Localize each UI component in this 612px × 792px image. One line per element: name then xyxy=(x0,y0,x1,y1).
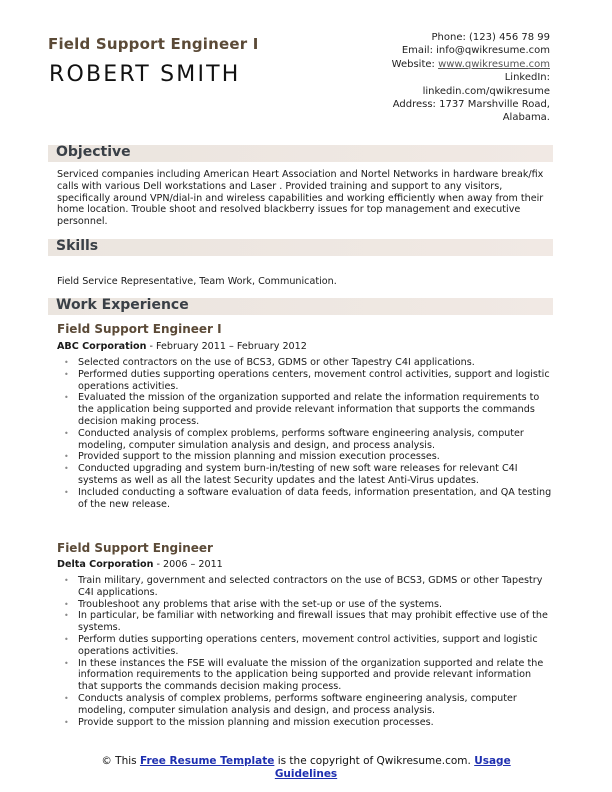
bullet-item: • Selected contractors on the use of BCS3, GDMS or other Tapestry C4I applications. xyxy=(64,357,552,369)
header-job-title: Field Support Engineer I xyxy=(48,35,259,53)
contact-website xyxy=(330,58,550,71)
bullet-item: • Provided support to the mission planning and mission execution processes. xyxy=(64,451,552,463)
company-name: ABC Corporation xyxy=(57,341,147,352)
objective-title: Objective xyxy=(56,144,131,160)
free-resume-template-link[interactable]: Free Resume Template xyxy=(139,755,275,767)
bullet-item: • Evaluated the mission of the organization supported and relate the information requirements to the application being supported and provide relevant information that supports the commands decision making process. xyxy=(64,392,552,427)
contact-email: Email: info@qwikresume.com xyxy=(401,45,550,57)
objective-section-header xyxy=(48,145,553,162)
website-link[interactable]: www.qwikresume.com xyxy=(438,58,550,70)
experience-title: Work Experience xyxy=(56,297,189,313)
company-name: Delta Corporation xyxy=(57,559,154,570)
job-bullets xyxy=(64,575,552,728)
linkedin-label: LinkedIn: xyxy=(504,72,550,84)
job-dates: - February 2011 – February 2012 xyxy=(146,341,307,352)
address-line-1: Address: 1737 Marshville Road, xyxy=(392,99,550,111)
contact-block xyxy=(330,31,550,125)
bullet-item: • Perform duties supporting operations centers, movement control activities, support and logistic operations activities. xyxy=(64,634,552,658)
address-line-2: Alabama. xyxy=(502,112,550,124)
skills-section-header xyxy=(48,239,553,256)
objective-text: Serviced companies including American Heart Association and Nortel Networks in hardware break/fix calls with various Dell workstations and Laser . Provided training and support to any visitors, specifically around VPN/dial-in and wireless capabilities and working efficiently when away from their home location. Trouble shoot and resolved blackberry issues for top management and executive personnel. xyxy=(57,169,544,228)
bullet-item: • Train military, government and selected contractors on the use of BCS3, GDMS or other Tapestry C4I applications. xyxy=(64,575,552,599)
footer-prefix: © This xyxy=(101,755,140,767)
linkedin-value: linkedin.com/qwikresume xyxy=(422,85,550,97)
bullet-item: • Provide support to the mission planning and mission execution processes. xyxy=(64,717,552,729)
bullet-item: • Performed duties supporting operations centers, movement control activities, support and logistic operations activities. xyxy=(64,369,552,393)
skills-title: Skills xyxy=(56,238,99,254)
job-title: Field Support Engineer xyxy=(57,541,213,555)
bullet-item: • In these instances the FSE will evaluate the mission of the organization supported and relate the information requirements to the application being supported and provide relevant information that supports the commands decision making process. xyxy=(64,658,552,693)
job-title: Field Support Engineer I xyxy=(57,322,222,336)
job-company-line xyxy=(57,559,223,570)
bullet-item: • Conducted analysis of complex problems, performs software engineering analysis, computer modeling, computer simulation analysis and design, and process analysis. xyxy=(64,428,552,452)
footer-middle: is the copyright of Qwikresume.com. xyxy=(274,755,475,767)
candidate-name: ROBERT SMITH xyxy=(49,62,241,87)
job-bullets xyxy=(64,357,552,510)
bullet-item: • Included conducting a software evaluation of data feeds, information presentation, and QA testing of the new release. xyxy=(64,487,552,511)
usage-guidelines-link[interactable]: Usage Guidelines xyxy=(274,755,511,780)
bullet-item: • Conducted upgrading and system burn-in/testing of new soft ware releases for relevant C4I systems as well as all the latest Security updates and the latest Anti-Virus updates. xyxy=(64,463,552,487)
skills-text: Field Service Representative, Team Work, Communication. xyxy=(57,276,337,287)
bullet-item: • Conducts analysis of complex problems, performs software engineering analysis, computer modeling, computer simulation analysis and design, and process analysis. xyxy=(64,693,552,717)
job-dates: - 2006 – 2011 xyxy=(153,559,223,570)
footer-copyright xyxy=(70,755,542,781)
contact-phone: Phone: (123) 456 78 99 xyxy=(431,32,550,43)
experience-section-header xyxy=(48,298,553,315)
website-label: Website: xyxy=(391,58,439,70)
bullet-item: • Troubleshoot any problems that arise with the set-up or use of the systems. xyxy=(64,599,552,611)
bullet-item: • In particular, be familiar with networking and firewall issues that may prohibit effective use of the systems. xyxy=(64,610,552,634)
job-company-line xyxy=(57,341,307,352)
